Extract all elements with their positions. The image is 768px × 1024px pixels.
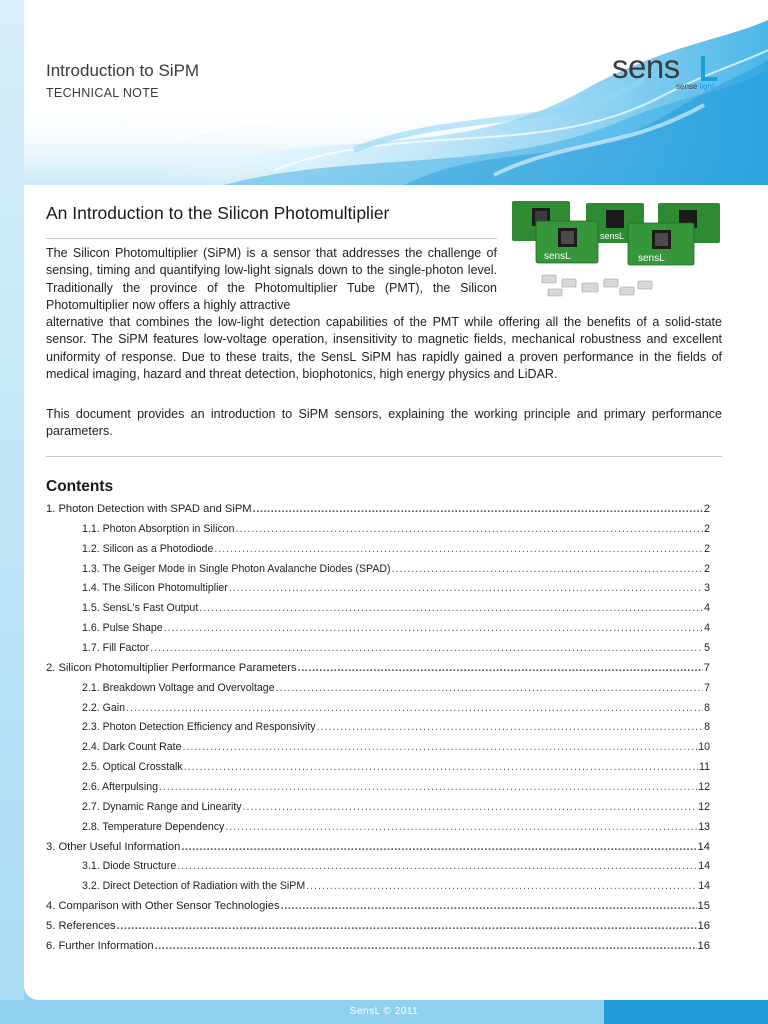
toc-entry-label: 5. References [46, 920, 116, 933]
toc-entry[interactable] [46, 582, 710, 602]
toc-entry-page: 7 [704, 681, 710, 694]
toc-entry[interactable] [46, 721, 710, 741]
toc-entry-label: 2.1. Breakdown Voltage and Overvoltage [82, 681, 275, 694]
header-title: Introduction to SiPM [46, 61, 200, 80]
toc-dot-leader [317, 721, 704, 733]
toc-entry-label: 1.4. The Silicon Photomultiplier [82, 582, 228, 595]
toc-entry-label: 1.7. Fill Factor [82, 642, 150, 655]
toc-entry[interactable] [46, 682, 710, 702]
toc-dot-leader [184, 761, 698, 773]
toc-entry-label: 2.2. Gain [82, 701, 125, 714]
table-of-contents [46, 503, 710, 960]
toc-entry-page: 14 [697, 840, 710, 853]
toc-entry-page: 13 [698, 820, 710, 833]
toc-entry[interactable] [46, 662, 710, 682]
intro-paragraph-part-1: The Silicon Photomultiplier (SiPM) is a sensor that addresses the challenge of sensing, timing and quantifying low-light signals down to the single-photon level. Traditionally the province of the Photomultiplier Tube (PMT), the Silicon Photomultiplier now offers a highly attractive [46, 246, 497, 312]
toc-entry[interactable] [46, 503, 710, 523]
document-title: An Introduction to the Silicon Photomultiplier [46, 203, 390, 223]
toc-entry-label: 2.6. Afterpulsing [82, 781, 158, 794]
board-label: sensL [600, 231, 625, 241]
sipm-product-photo [508, 195, 723, 305]
toc-entry-label: 2.3. Photon Detection Efficiency and Responsivity [82, 721, 316, 734]
toc-entry-page: 11 [699, 761, 710, 774]
toc-entry[interactable] [46, 821, 710, 841]
toc-entry-label: 6. Further Information [46, 939, 154, 952]
toc-entry-page: 15 [697, 900, 710, 913]
logo-wordmark: sens [612, 48, 680, 85]
toc-dot-leader [181, 841, 696, 853]
toc-entry-page: 7 [703, 661, 710, 674]
toc-entry[interactable] [46, 563, 710, 583]
toc-entry-label: 4. Comparison with Other Sensor Technologies [46, 900, 280, 913]
toc-entry[interactable] [46, 523, 710, 543]
section-divider [46, 456, 722, 457]
logo-l-mark-horizontal [701, 77, 717, 81]
toc-entry-label: 1.6. Pulse Shape [82, 622, 163, 635]
toc-dot-leader [236, 523, 704, 535]
board-label: sensL [638, 253, 665, 264]
toc-entry[interactable] [46, 920, 710, 940]
toc-entry-label: 3. Other Useful Information [46, 840, 181, 853]
toc-dot-leader [214, 543, 703, 555]
toc-entry-page: 8 [704, 701, 710, 714]
board-label: sensL [544, 251, 571, 262]
logo-tagline: sense light [676, 82, 715, 91]
toc-entry-page: 2 [704, 542, 710, 555]
toc-entry-label: 2. Silicon Photomultiplier Performance Parameters [46, 661, 297, 674]
toc-entry-page: 2 [704, 562, 710, 575]
toc-entry-page: 12 [698, 800, 710, 813]
sipm-chips [542, 275, 652, 296]
toc-entry-page: 2 [704, 522, 710, 535]
sipm-board [628, 223, 694, 265]
toc-dot-leader [150, 642, 703, 654]
toc-entry[interactable] [46, 602, 710, 622]
toc-entry-label: 3.2. Direct Detection of Radiation with the SiPM [82, 880, 306, 893]
toc-dot-leader [253, 503, 703, 515]
toc-entry-page: 4 [704, 602, 710, 615]
toc-entry[interactable] [46, 702, 710, 722]
sensl-logo [612, 48, 724, 96]
toc-entry-page: 3 [704, 582, 710, 595]
toc-entry-page: 10 [698, 741, 710, 754]
toc-entry-label: 1.1. Photon Absorption in Silicon [82, 522, 235, 535]
toc-entry[interactable] [46, 543, 710, 563]
toc-entry[interactable] [46, 880, 710, 900]
toc-entry-label: 1.3. The Geiger Mode in Single Photon Avalanche Diodes (SPAD) [82, 562, 391, 575]
toc-dot-leader [298, 662, 703, 674]
toc-entry[interactable] [46, 900, 710, 920]
toc-entry[interactable] [46, 622, 710, 642]
toc-dot-leader [229, 582, 703, 594]
toc-dot-leader [276, 682, 704, 694]
toc-entry-page: 2 [703, 503, 710, 515]
toc-entry-label: 2.8. Temperature Dependency [82, 820, 225, 833]
toc-entry-label: 1. Photon Detection with SPAD and SiPM [46, 503, 252, 515]
toc-entry-page: 14 [698, 880, 710, 893]
left-margin-band [0, 0, 24, 1024]
sipm-board [536, 221, 598, 263]
toc-dot-leader [199, 602, 703, 614]
toc-entry-page: 12 [698, 781, 710, 794]
toc-entry[interactable] [46, 801, 710, 821]
contents-heading: Contents [46, 478, 114, 495]
toc-entry[interactable] [46, 940, 710, 960]
toc-entry-page: 5 [704, 642, 710, 655]
toc-dot-leader [155, 940, 697, 952]
toc-entry-label: 1.5. SensL's Fast Output [82, 602, 199, 615]
toc-entry-label: 1.2. Silicon as a Photodiode [82, 542, 214, 555]
scope-paragraph: This document provides an introduction to SiPM sensors, explaining the working principle and primary performance parameters. [46, 407, 722, 439]
toc-entry[interactable] [46, 761, 710, 781]
toc-dot-leader [159, 781, 697, 793]
toc-dot-leader [183, 741, 698, 753]
toc-dot-leader [306, 880, 697, 892]
toc-entry-page: 8 [704, 721, 710, 734]
toc-dot-leader [392, 563, 704, 575]
title-divider [46, 238, 497, 239]
toc-dot-leader [225, 821, 697, 833]
toc-dot-leader [126, 702, 703, 714]
toc-entry[interactable] [46, 781, 710, 801]
toc-dot-leader [281, 900, 697, 912]
toc-entry-page: 16 [697, 920, 710, 933]
toc-entry-page: 14 [698, 860, 710, 873]
toc-entry-label: 2.5. Optical Crosstalk [82, 761, 183, 774]
toc-entry-label: 2.7. Dynamic Range and Linearity [82, 800, 242, 813]
intro-paragraph-part-2: alternative that combines the low-light detection capabilities of the PMT while offering all the benefits of a solid-state sensor. The SiPM features low-voltage operation, insensitivity to magnetic fields, mechanical robustness and excellent uniformity of response. Due to these traits, the SensL SiPM has rapidly gained a proven performance in the fields of medical imaging, hazard and threat detection, biophotonics, high energy physics and LiDAR. [46, 315, 722, 381]
toc-entry-page: 4 [704, 622, 710, 635]
toc-dot-leader [177, 860, 697, 872]
toc-dot-leader [164, 622, 703, 634]
toc-entry[interactable] [46, 841, 710, 861]
toc-entry-page: 16 [697, 939, 710, 952]
toc-entry[interactable] [46, 860, 710, 880]
toc-entry[interactable] [46, 741, 710, 761]
footer-copyright: SensL © 2011 [349, 1006, 419, 1017]
toc-dot-leader [243, 801, 698, 813]
toc-dot-leader [117, 920, 697, 932]
toc-entry-label: 3.1. Diode Structure [82, 860, 177, 873]
header-subtitle: TECHNICAL NOTE [46, 86, 159, 100]
toc-entry[interactable] [46, 642, 710, 662]
toc-entry-label: 2.4. Dark Count Rate [82, 741, 182, 754]
